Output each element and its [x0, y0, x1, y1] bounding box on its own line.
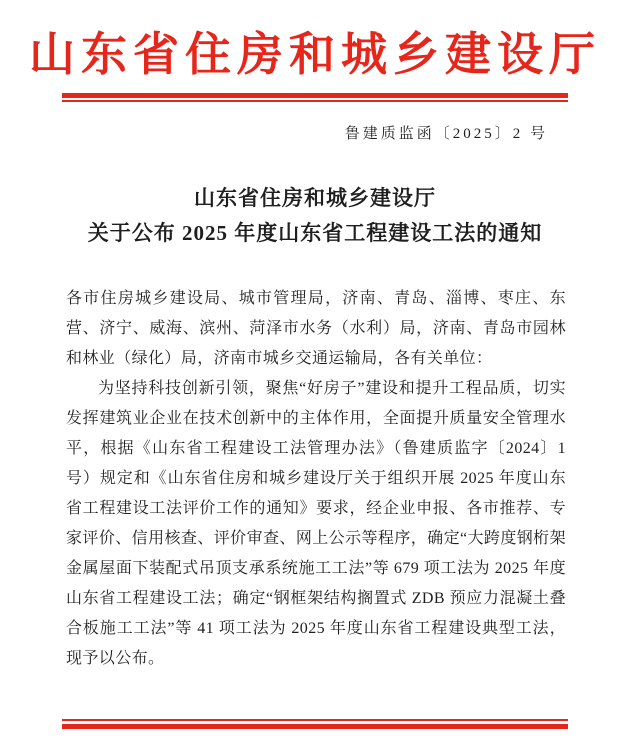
separator-thin-line — [62, 719, 568, 721]
separator-thin-line — [62, 100, 568, 102]
separator-thick-line — [62, 724, 568, 730]
letterhead-separator — [62, 93, 568, 102]
footer-separator — [62, 719, 568, 729]
main-paragraph: 为坚持科技创新引领，聚焦“好房子”建设和提升工程品质，切实发挥建筑业企业在技术创新中的主体作用，全面提升质量安全管理水平，根据《山东省工程建设工法管理办法》（鲁建质监字〔2024〕1 号）规定和《山东省住房和城乡建设厅关于组织开展 2025 年度山东省工程建设工法评价工作的通知》要求，经企业申报、各市推荐、专家评价、信用核查、评价审查、网上公示等程序，确定“大跨度钢桁架金属屋面下装配式吊顶支承系统施工工法”等 679 项工法为 2025 年度山东省工程建设工法；确定“钢框架结构搁置式 ZDB 预应力混凝土叠合板施工工法”等 41 项工法为 2025 年度山东省工程建设典型工法，现予以公布。 — [66, 380, 566, 667]
recipients-paragraph: 各市住房城乡建设局、城市管理局，济南、青岛、淄博、枣庄、东营、济宁、威海、滨州、菏泽市水务（水利）局，济南、青岛市园林和林业（绿化）局，济南市城乡交通运输局，各有关单位： — [66, 290, 566, 367]
notice-title-line1: 山东省住房和城乡建设厅 — [194, 186, 436, 210]
document-number: 鲁建质监函〔2025〕2 号 — [344, 126, 548, 142]
separator-thick-line — [62, 93, 568, 98]
notice-body — [66, 284, 566, 674]
letterhead-agency-name: 山东省住房和城乡建设厅 — [29, 29, 601, 80]
notice-title — [30, 181, 600, 251]
notice-title-line2: 关于公布 2025 年度山东省工程建设工法的通知 — [87, 221, 543, 245]
